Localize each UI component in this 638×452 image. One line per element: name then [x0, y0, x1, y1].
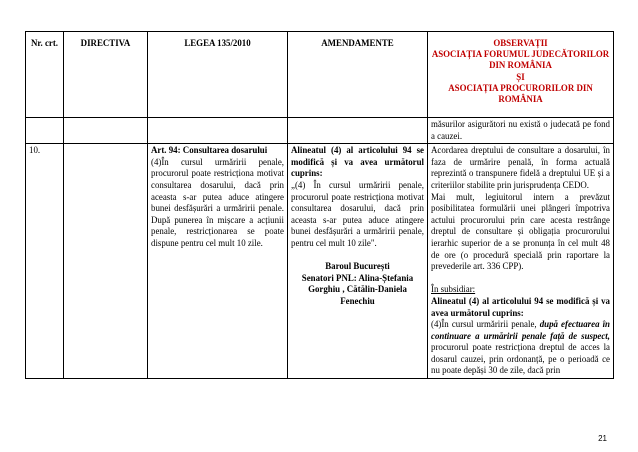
amendament-authors: Baroul București Senatori PNL: Alina-Ștefania Gorghiu , Cătălin-Daniela Fenechiu — [301, 261, 414, 306]
amendament-title: Alineatul (4) al articolului 94 se modifică și va avea următorul cuprins: — [291, 145, 424, 179]
header-amendamente: AMENDAMENTE — [288, 32, 428, 118]
row-directiva — [64, 144, 148, 379]
header-legea: LEGEA 135/2010 — [148, 32, 288, 118]
observatii-alt-title: Alineatul (4) al articolului 94 se modifică și va avea următorul cuprins: — [431, 295, 610, 318]
amendments-table — [25, 31, 614, 379]
continuation-empty-2 — [64, 118, 148, 144]
row-legea — [148, 144, 288, 379]
continuation-empty-4 — [288, 118, 428, 144]
continuation-empty-1 — [26, 118, 64, 144]
alt-text-emphasis: după efectuarea în continuare a urmăririi penale față de suspect, — [431, 319, 610, 341]
legea-article-title: Art. 94: Consultarea dosarului — [151, 145, 268, 156]
row-amendament — [288, 144, 428, 379]
continuation-row — [26, 118, 614, 144]
continuation-empty-3 — [148, 118, 288, 144]
row-observatii — [428, 144, 614, 379]
observatii-paragraph-2: Mai mult, legiuitorul intern a prevăzut posibilitatea formulării unei plângeri împotriva actului procurorului prin care acesta restrânge dreptul de consultare și obligația procurorului ierarhic superior de a se pronunța în cel mult 48 de ore (o procedură specială prin raportare la prevederile art. 336 CPP). — [431, 191, 610, 272]
alt-text-part-1: (4)În cursul urmăririi penale, — [431, 319, 540, 330]
table-header-row — [26, 32, 614, 118]
header-directiva: DIRECTIVA — [64, 32, 148, 118]
continuation-text: măsurilor asigurători nu există o judecată pe fond a cauzei. — [428, 118, 614, 144]
observatii-subsidiar: În subsidiar: — [431, 284, 476, 295]
observatii-alt-text — [431, 319, 610, 377]
table-row — [26, 144, 614, 379]
page-number: 21 — [598, 434, 607, 443]
observatii-paragraph-1: Acordarea dreptului de consultare a dosarului, în faza de urmărire penală, în forma actuală reprezintă o transpunere fidelă a dreptului UE și a criteriilor stabilite prin jurisprudența CEDO. — [431, 145, 610, 190]
amendament-body: „(4) În cursul urmăririi penale, procurorul poate restricționa motivat consultarea dosarului, dacă prin aceasta s-ar putea aduce atingere bunei desfășurări a urmăririi penale, pentru cel mult 10 zile". — [291, 179, 424, 248]
alt-text-part-3: procurorul poate restricționa dreptul de acces la dosarul cauzei, prin ordonanță, pe o perioadă ce nu poate depăși 30 de zile, dacă prin — [431, 342, 610, 376]
header-nr: Nr. crt. — [26, 32, 64, 118]
header-observatii: OBSERVAȚII ASOCIAȚIA FORUMUL JUDECĂTORILOR DIN ROMÂNIA ȘI ASOCIAȚIA PROCURORILOR DIN ROMÂNIA — [428, 32, 614, 118]
row-number: 10. — [26, 144, 64, 379]
legea-article-body: (4)În cursul urmăririi penale, procurorul poate restricționa motivat consultarea dosarului, dacă prin aceasta s-ar putea aduce atingere bunei desfășurări a urmăririi penale. După punerea în mișcare a acțiunii penale, restricționarea se poate dispune pentru cel mult 10 zile. — [151, 156, 284, 248]
